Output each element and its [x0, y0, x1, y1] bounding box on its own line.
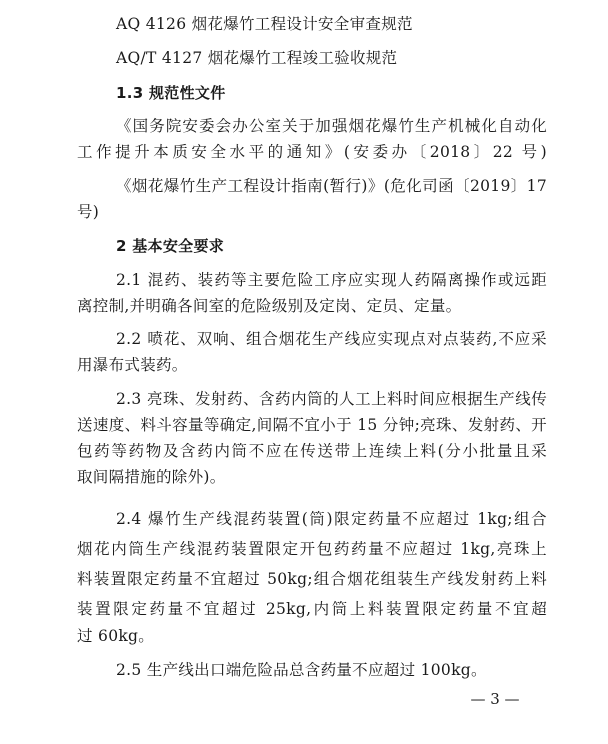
- clause-2-3-line-2: 送速度、料斗容量等确定,间隔不宜小于 15 分钟;亮珠、发射药、开: [77, 416, 547, 434]
- clause-2-2-line-2: 用瀑布式装药。: [77, 356, 188, 374]
- section-heading-2: 2 基本安全要求: [116, 237, 225, 255]
- normative-doc-1-line-1: 《国务院安委会办公室关于加强烟花爆竹生产机械化自动化: [116, 117, 547, 135]
- clause-2-3-line-1: 2.3 亮珠、发射药、含药内筒的人工上料时间应根据生产线传: [116, 390, 547, 408]
- standard-ref-aqt4127: AQ/T 4127 烟花爆竹工程竣工验收规范: [116, 49, 398, 67]
- standard-ref-aq4126: AQ 4126 烟花爆竹工程设计安全审查规范: [116, 15, 413, 33]
- page-number: — 3 —: [470, 690, 520, 708]
- normative-doc-2-line-1: 《烟花爆竹生产工程设计指南(暂行)》(危化司函〔2019〕17: [116, 177, 547, 195]
- clause-2-1-line-2: 离控制,并明确各间室的危险级别及定岗、定员、定量。: [77, 297, 462, 315]
- clause-2-5-line-1: 2.5 生产线出口端危险品总含药量不应超过 100kg。: [116, 661, 487, 679]
- section-heading-1-3: 1.3 规范性文件: [116, 84, 226, 102]
- clause-2-1-line-1: 2.1 混药、装药等主要危险工序应实现人药隔离操作或远距: [116, 271, 547, 289]
- normative-doc-1-line-2: 工作提升本质安全水平的通知》(安委办〔2018〕22 号): [77, 143, 547, 161]
- clause-2-4-line-1: 2.4 爆竹生产线混药装置(筒)限定药量不应超过 1kg;组合: [116, 510, 547, 528]
- clause-2-3-line-4: 取间隔措施的除外)。: [77, 468, 226, 486]
- normative-doc-2-line-2: 号): [77, 203, 100, 221]
- clause-2-3-line-3: 包药等药物及含药内筒不应在传送带上连续上料(分小批量且采: [77, 442, 547, 460]
- clause-2-4-line-4: 装置限定药量不宜超过 25kg,内筒上料装置限定药量不宜超: [77, 600, 547, 618]
- clause-2-4-line-3: 料装置限定药量不宜超过 50kg;组合烟花组装生产线发射药上料: [77, 570, 547, 588]
- clause-2-4-line-5: 过 60kg。: [77, 627, 155, 645]
- clause-2-4-line-2: 烟花内筒生产线混药装置限定开包药药量不应超过 1kg,亮珠上: [77, 540, 547, 558]
- clause-2-2-line-1: 2.2 喷花、双响、组合烟花生产线应实现点对点装药,不应采: [116, 330, 547, 348]
